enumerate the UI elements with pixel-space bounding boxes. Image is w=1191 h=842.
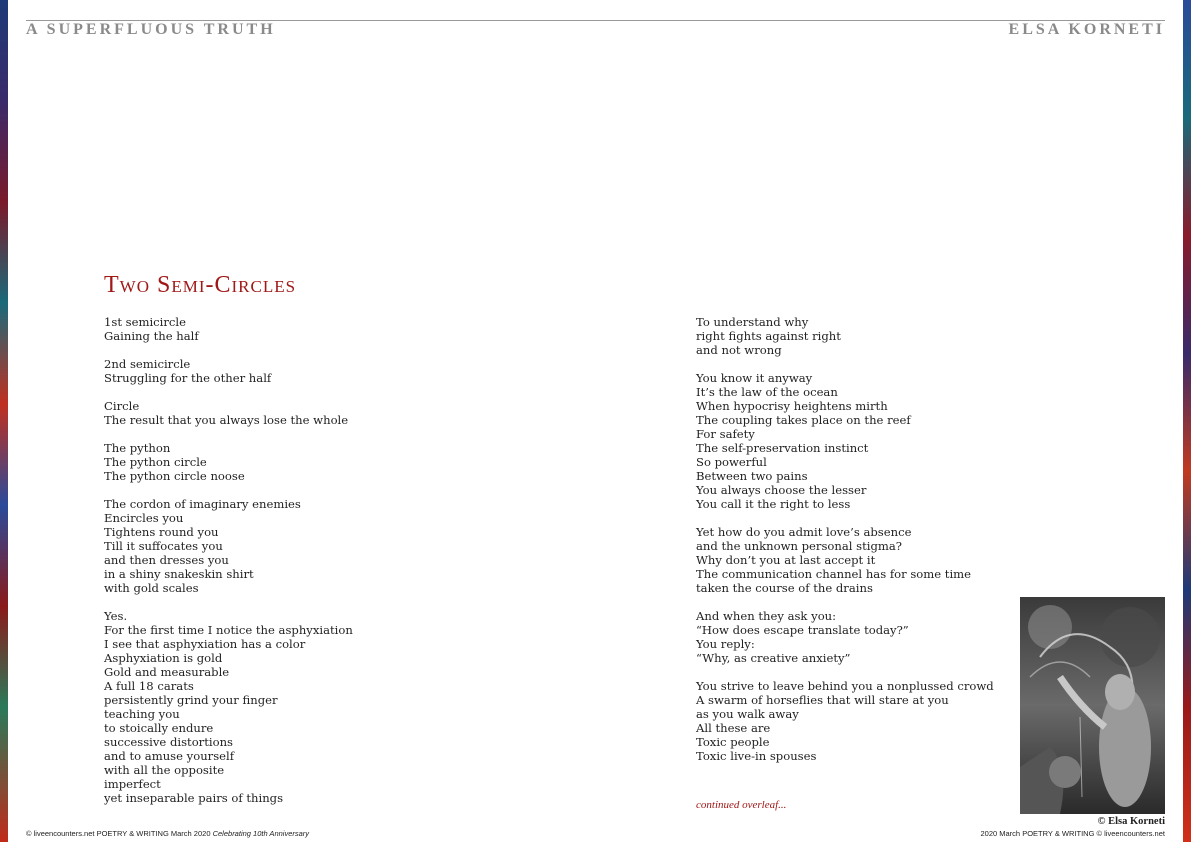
poem-line: Encircles you [104,511,184,525]
poem-line: It’s the law of the ocean [696,385,838,399]
poem-line: Yes. [104,609,128,623]
poem-line: successive distortions [104,735,233,749]
poem-line: You strive to leave behind you a nonplussed crowd [696,679,994,693]
poem-line: And when they ask you: [696,609,837,623]
poem-line: To understand why [696,315,809,329]
footer-left [26,829,309,838]
poem-line: and not wrong [696,343,782,357]
author-photo [1020,597,1165,814]
stanza [104,497,524,595]
poem-line: and the unknown personal stigma? [696,539,903,553]
photo-credit: © Elsa Korneti [1097,816,1165,827]
poem-line: The result that you always lose the whole [104,413,349,427]
poem-line: Yet how do you admit love’s absence [696,525,912,539]
decorative-right-border [1183,0,1191,842]
poem-line: The python [104,441,171,455]
poem-line: The python circle [104,455,207,469]
poem-line: I see that asphyxiation has a color [104,637,306,651]
stanza [104,399,524,427]
poem-line: Asphyxiation is gold [104,651,223,665]
poem-line: Gaining the half [104,329,199,343]
footer-left-italic: Celebrating 10th Anniversary [212,829,310,838]
poem-line: 1st semicircle [104,315,186,329]
poem-line: 2nd semicircle [104,357,191,371]
poem-line: with all the opposite [104,763,225,777]
poem-line: persistently grind your finger [104,693,278,707]
footer-left-main: © liveencounters.net POETRY & WRITING March 2020 [26,829,211,838]
continued-overleaf-note: continued overleaf... [696,799,787,811]
stanza [104,357,524,385]
poem-line: You always choose the lesser [696,483,867,497]
poem-line: and to amuse yourself [104,749,235,763]
poem-line: Gold and measurable [104,665,230,679]
stanza [104,315,524,343]
running-header-author: ELSA KORNETI [1008,21,1165,38]
poem-line: When hypocrisy heightens mirth [696,399,888,413]
poem-line: For the first time I notice the asphyxiation [104,623,353,637]
poem-line: All these are [696,721,771,735]
poem-column-right [696,315,1006,777]
stanza [696,315,1006,357]
poem-line: “How does escape translate today?” [696,623,909,637]
poem-column-left [104,315,524,819]
poem-line: A full 18 carats [104,679,194,693]
poem-line: So powerful [696,455,767,469]
poem-line: taken the course of the drains [696,581,873,595]
poem-line: teaching you [104,707,180,721]
poem-line: Tightens round you [104,525,219,539]
poem-line: Till it suffocates you [104,539,223,553]
stanza [696,609,1006,665]
poem-line: yet inseparable pairs of things [104,791,284,805]
poem-line: Struggling for the other half [104,371,272,385]
stanza [104,441,524,483]
stanza [696,525,1006,595]
poem-line: You know it anyway [696,371,813,385]
footer-right: 2020 March POETRY & WRITING © liveencounters.net [980,829,1165,838]
poem-line: as you walk away [696,707,799,721]
poem-line: The self-preservation instinct [696,441,869,455]
poem-line: Circle [104,399,140,413]
poem-line: A swarm of horseflies that will stare at you [696,693,949,707]
poem-line: The python circle noose [104,469,245,483]
poem-line: The communication channel has for some time [696,567,972,581]
poem-line: You reply: [696,637,755,651]
poem-line: in a shiny snakeskin shirt [104,567,254,581]
poem-line: Toxic people [696,735,770,749]
poem-line: You call it the right to less [696,497,851,511]
stanza [696,679,1006,763]
poem-line: Toxic live-in spouses [696,749,817,763]
poem-line: imperfect [104,777,161,791]
poem-line: For safety [696,427,755,441]
poem-line: right fights against right [696,329,841,343]
poem-line: to stoically endure [104,721,214,735]
stanza [696,371,1006,511]
poem-line: The cordon of imaginary enemies [104,497,301,511]
poem-line: and then dresses you [104,553,229,567]
poem-line: with gold scales [104,581,199,595]
running-header-title: A SUPERFLUOUS TRUTH [26,21,276,38]
stanza [104,609,524,805]
poem-line: The coupling takes place on the reef [696,413,911,427]
poem-title: Two Semi-Circles [104,272,297,298]
decorative-left-border [0,0,8,842]
poem-line: Between two pains [696,469,808,483]
poem-line: Why don’t you at last accept it [696,553,876,567]
poem-line: “Why, as creative anxiety” [696,651,851,665]
